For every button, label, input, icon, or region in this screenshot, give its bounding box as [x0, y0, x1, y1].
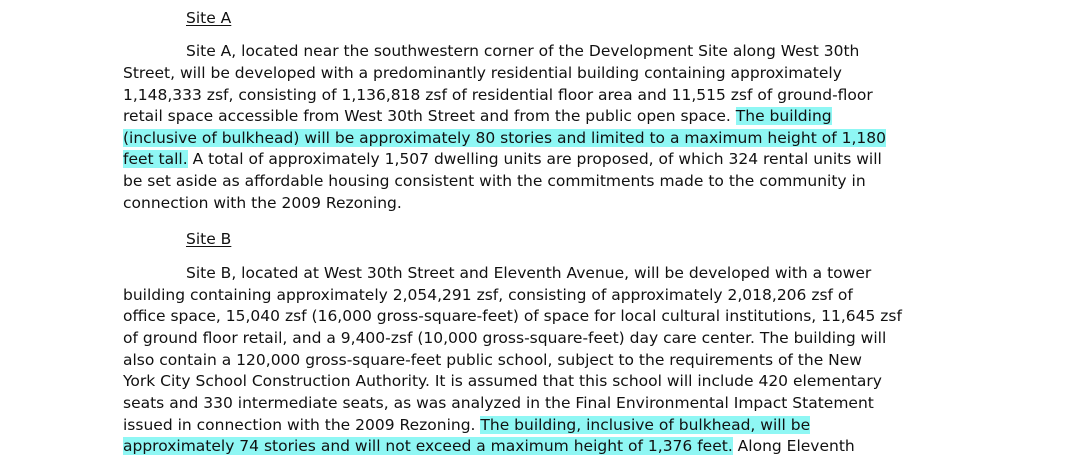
site-a-line-7: be set aside as affordable housing consistent with the commitments made to the community in — [123, 172, 866, 190]
site-b-line-2: building containing approximately 2,054,291 zsf, consisting of approximately 2,018,206 zsf of — [123, 286, 853, 304]
site-b-line-4: of ground floor retail, and a 9,400-zsf (10,000 gross-square-feet) day care center. The building will — [123, 329, 887, 347]
site-a-line-4-text: retail space accessible from West 30th Street and from the public open space. — [123, 107, 736, 125]
site-b-line-7: seats and 330 intermediate seats, as was analyzed in the Final Environmental Impact Statement — [123, 394, 874, 412]
site-a-line-4 — [123, 106, 832, 128]
site-b-line-1: Site B, located at West 30th Street and Eleventh Avenue, will be developed with a tower — [186, 264, 872, 282]
site-b-line-9-text: Along Eleventh — [732, 437, 855, 455]
site-a-line-1: Site A, located near the southwestern corner of the Development Site along West 30th — [186, 42, 860, 60]
site-b-line-8-text: issued in connection with the 2009 Rezoning. — [123, 416, 481, 434]
site-a-line-2: Street, will be developed with a predominantly residential building containing approximately — [123, 64, 842, 82]
site-a-line-8: connection with the 2009 Rezoning. — [123, 194, 402, 212]
site-b-highlight-1: The building, inclusive of bulkhead, will be — [480, 416, 811, 434]
site-b-line-6: York City School Construction Authority. It is assumed that this school will include 420 elementary — [123, 372, 882, 390]
site-a-highlight-2: (inclusive of bulkhead) will be approximately 80 stories and limited to a maximum height of 1,180 — [123, 129, 886, 147]
site-a-line-6-text: A total of approximately 1,507 dwelling units are proposed, of which 324 rental units will — [187, 150, 882, 168]
site-b-line-8 — [123, 415, 810, 437]
site-b-line-9 — [123, 436, 855, 458]
site-a-line-6 — [123, 149, 882, 171]
site-a-highlight-1: The building — [735, 107, 832, 125]
site-b-line-5: also contain a 120,000 gross-square-feet public school, subject to the requirements of the New — [123, 351, 862, 369]
site-b-line-3: office space, 15,040 zsf (16,000 gross-square-feet) of space for local cultural institutions, 11,645 zsf — [123, 307, 902, 325]
site-b-highlight-2: approximately 74 stories and will not exceed a maximum height of 1,376 feet. — [123, 437, 733, 455]
site-a-highlight-3: feet tall. — [123, 150, 188, 168]
site-b-heading: Site B — [186, 230, 232, 248]
site-a-heading: Site A — [186, 9, 232, 27]
site-a-line-5 — [123, 128, 886, 150]
site-a-line-3: 1,148,333 zsf, consisting of 1,136,818 zsf of residential floor area and 11,515 zsf of ground-floor — [123, 86, 873, 104]
